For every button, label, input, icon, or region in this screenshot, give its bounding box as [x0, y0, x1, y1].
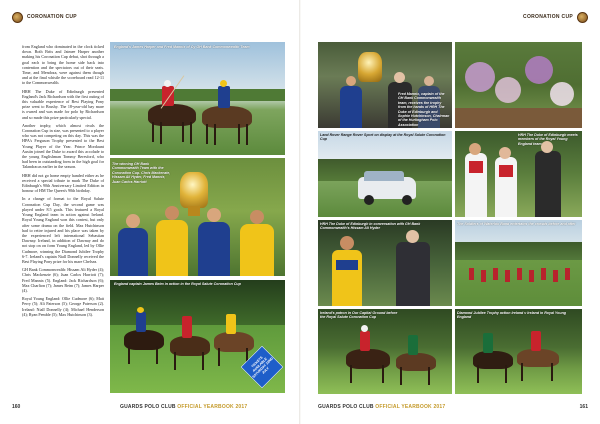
photo-hrh-commonwealth	[318, 220, 452, 306]
right-footer-subtitle: OFFICIAL YEARBOOK 2017	[375, 404, 446, 410]
left-footer-subtitle: OFFICIAL YEARBOOK 2017	[177, 404, 248, 410]
tickets-badge-text: TICKETS AVAILABLE SATURDAY 22ND JULY	[250, 355, 274, 379]
caption-diamond-jubilee: Diamond Jubilee Trophy action Ireland v Ireland in Royal Young England	[457, 311, 566, 320]
right-section-title: CORONATION CUP	[523, 14, 573, 20]
caption-polo-action: England's James Harper and Fred Mannix of Cy GH Bank Commonwealth Team	[114, 45, 250, 49]
photo-diamond-jubilee	[455, 309, 582, 394]
right-page-number: 161	[579, 404, 588, 410]
article-paragraph: HRH did not go home empty handed either as he received a special tribute to mark The Duke of Edinburgh's 90th Anniversary Limited Edition in honour of HM The Queen's 90th birthday.	[22, 172, 104, 194]
photo-flower-display	[455, 42, 582, 128]
left-page-number: 160	[12, 404, 21, 410]
article-paragraph: In a change of format to the Royal Salute Coronation Cup Day, the second game was played under 8.5 goals. This featured a Royal Young England team in action against Ireland. Royal Young England won this contest, but only after some drama on the field. Max Hutchinson had to retire injured and his place was taken by the experienced left international Sebastian Dawnay. Ireland, in addition of Dawnay and do not stop on on form Young England, led by Ollie Cudmore, winning the Diamond Jubilee Trophy 6-7. Ireland's captain Niall Donnelly received the Best Playing Pony prize for his mare Chelsea.	[22, 196, 104, 264]
caption-hrh-commonwealth: HRH The Duke of Edinburgh in conversation with GH Bank Commonwealth's Hissam Ali Hyder	[320, 222, 421, 231]
right-footer	[318, 404, 445, 410]
club-crest-icon	[577, 12, 588, 23]
page-gutter	[299, 0, 301, 424]
right-footer-title: GUARDS POLO CLUB	[318, 404, 374, 410]
caption-ireland-action: Ireland's patron in Our Capital Ground before the Royal Salute Coronation Cup	[320, 311, 398, 320]
caption-military-band: The Soldiers of Waterloo Band entertains the crowds before and after	[457, 222, 576, 226]
left-footer-title: GUARDS POLO CLUB	[120, 404, 176, 410]
caption-hrh-young-england: HRH The Duke of Edinburgh meets members of the Royal Young England team	[518, 133, 578, 146]
team-lineup: Royal Young England: Ollie Cudmore (6); Matt Perry (5); Ali Paterson (5); George Paterson (2). Ireland: Niall Donnelly (4); Michael Henderson (4); Ryan Pemble (5); Max Hutchinson (3).	[22, 296, 104, 317]
caption-winning-team: The winning GH Bank Commonwealth Team with the Coronation Cup. Chris Mackenzie, Hissam Ali Hyder, Fred Mannix, Juan Carlos Harriott	[112, 162, 171, 184]
caption-beim-action: England captain James Beim in action in the Royal Salute Coronation Cup	[114, 282, 241, 286]
photo-car-display	[318, 131, 452, 217]
article-paragraph: from England who dominated in the clock ticked down. Both Brits and Jaimee Harper another making his Coronation Cup debut, shot through a goal each to bring the home side back into contention and the spectators out of their seats. Time, and Mendoza, were against them though and at the final whistle the scoreboard read 12-11 to the Commonwealth.	[22, 44, 104, 86]
left-footer	[120, 404, 247, 410]
article-paragraph: HRH The Duke of Edinburgh presented England's Jack Richardson with the first outing of this valuable experience of Best Playing Pony prize went to Brushy. The 18-year-old bay mare is owned and was made for polo by Richardson and so made this prize particularly special.	[22, 88, 104, 120]
article-paragraph: Another trophy, which almost rivals the Coronation Cup in size, was presented to a player who was not competing on this day. This was the HPA's Ferguson Trophy presented to the Best Young Player of the Year. Prince Mordaunt Austin joined the Duke to award this accolade to the young Englishman Tommy Beresford, who had been in outstanding form in the high goal for Talandracas earlier in the season.	[22, 122, 104, 170]
team-lineup: GH Bank Commonwealth: Hissam Ali Hyder (4); Chris Mackenzie (6); Juan Carlos Harriott (7); Fred Mannix (5). England: Jack Richardson (6); Max Charlton (7); James Beim (7); James Harper (4).	[22, 267, 104, 293]
right-page-header	[523, 12, 588, 22]
article-text-column	[22, 44, 104, 320]
left-page-header	[12, 12, 77, 22]
photo-ireland-action	[318, 309, 452, 394]
photo-military-band	[455, 220, 582, 306]
caption-car-display: Land Rover Range Rover Sport on display at the Royal Salute Coronation Cup	[320, 133, 446, 142]
club-crest-icon	[12, 12, 23, 23]
left-section-title: CORONATION CUP	[27, 14, 77, 20]
photo-polo-action-harper	[110, 42, 285, 155]
caption-trophy-presentation: Fred Mannix, captain of the GH Bank Commonwealth team, receives the trophy from the hands of HRH The Duke of Edinburgh and Sophie Hutchinson, Chairman of the Hurlingham Polo Association	[398, 92, 450, 127]
